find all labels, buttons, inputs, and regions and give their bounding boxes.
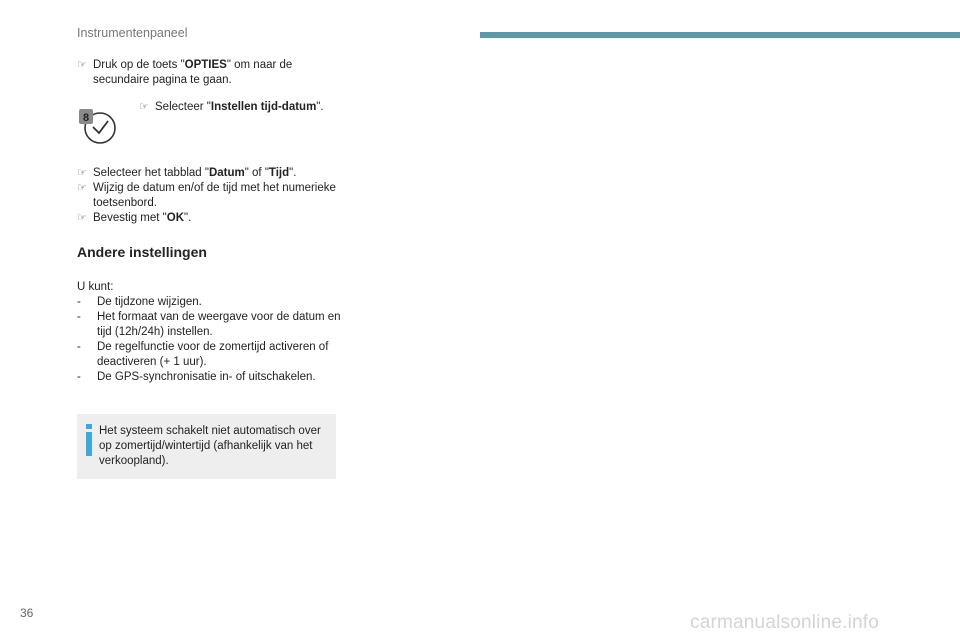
dash-marker: - bbox=[77, 341, 81, 353]
icon-badge: 8 bbox=[82, 112, 90, 124]
info-icon bbox=[85, 424, 93, 456]
step-text: " om naar de secundaire pagina te gaan. bbox=[93, 59, 293, 86]
header-accent-bar bbox=[480, 32, 960, 38]
instruction-steps bbox=[77, 166, 347, 226]
step-text: ". bbox=[289, 167, 297, 179]
pointer-icon: ☞ bbox=[77, 182, 87, 194]
bullet-item bbox=[77, 166, 347, 181]
instruction-step-2 bbox=[77, 100, 347, 150]
list-item-text: De tijdzone wijzigen. bbox=[97, 296, 202, 308]
step-text: Selecteer het tabblad " bbox=[93, 167, 209, 179]
section-heading: Andere instellingen bbox=[77, 244, 207, 260]
step-key: OK bbox=[166, 212, 185, 224]
bullet-item bbox=[77, 58, 347, 88]
list-item-text: De regelfunctie voor de zomertijd activeren of deactiveren (+ 1 uur). bbox=[97, 341, 329, 368]
list-item bbox=[77, 310, 347, 340]
list-intro: U kunt: bbox=[77, 281, 114, 293]
step-text: Wijzig de datum en/of de tijd met het numerieke toetsenbord. bbox=[93, 182, 336, 209]
info-box bbox=[77, 414, 336, 479]
step-text: Bevestig met " bbox=[93, 212, 167, 224]
instruction-step-1 bbox=[77, 58, 347, 88]
step-text: " of " bbox=[244, 167, 269, 179]
clock-settings-icon bbox=[77, 104, 119, 146]
other-settings-list bbox=[77, 280, 347, 385]
list-item-text: Het formaat van de weergave voor de datum en tijd (12h/24h) instellen. bbox=[97, 311, 341, 338]
pointer-icon: ☞ bbox=[77, 167, 87, 179]
dash-marker: - bbox=[77, 311, 81, 323]
step-key: Tijd bbox=[268, 167, 290, 179]
step-text: Druk op de toets " bbox=[93, 59, 185, 71]
step-text: ". bbox=[184, 212, 192, 224]
step-text: ". bbox=[316, 101, 324, 113]
bullet-item bbox=[139, 100, 355, 115]
pointer-icon: ☞ bbox=[77, 59, 87, 71]
list-item bbox=[77, 340, 347, 370]
pointer-icon: ☞ bbox=[77, 212, 87, 224]
bullet-item bbox=[77, 181, 347, 211]
watermark: carmanualsonline.info bbox=[690, 612, 880, 633]
step-key: Datum bbox=[208, 167, 245, 179]
step-text: Selecteer " bbox=[155, 101, 211, 113]
section-title: Instrumentenpaneel bbox=[77, 26, 188, 40]
bullet-item bbox=[77, 211, 347, 226]
info-text: Het systeem schakelt niet automatisch over op zomertijd/wintertijd (afhankelijk van het verkoopland). bbox=[99, 425, 321, 467]
page-number: 36 bbox=[20, 606, 34, 620]
list-item bbox=[77, 370, 347, 385]
step-key: OPTIES bbox=[184, 59, 227, 71]
pointer-icon: ☞ bbox=[139, 101, 149, 113]
step-key: Instellen tijd-datum bbox=[210, 101, 317, 113]
dash-marker: - bbox=[77, 296, 81, 308]
list-item-text: De GPS-synchronisatie in- of uitschakelen. bbox=[97, 371, 316, 383]
dash-marker: - bbox=[77, 371, 81, 383]
list-item bbox=[77, 295, 347, 310]
